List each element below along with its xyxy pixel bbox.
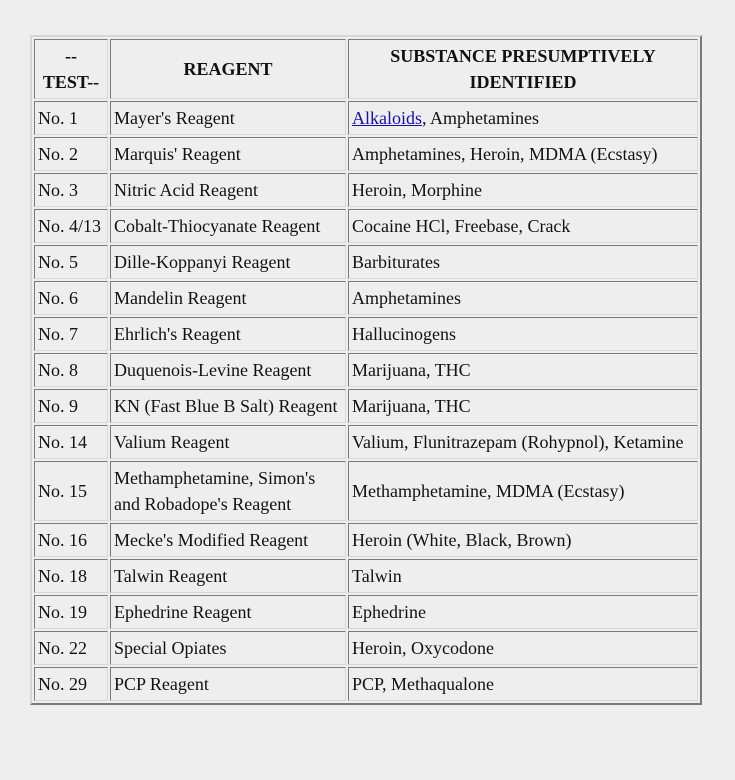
table-row xyxy=(34,595,698,629)
table-row xyxy=(34,209,698,243)
table-row xyxy=(34,281,698,315)
test-cell: No. 22 xyxy=(34,631,108,665)
table-row xyxy=(34,137,698,171)
test-cell: No. 15 xyxy=(34,461,108,521)
reagent-cell: Mayer's Reagent xyxy=(110,101,346,135)
test-cell: No. 2 xyxy=(34,137,108,171)
header-test: -- TEST-- xyxy=(34,39,108,99)
test-cell: No. 5 xyxy=(34,245,108,279)
reagent-cell: Valium Reagent xyxy=(110,425,346,459)
substance-cell xyxy=(348,101,698,135)
test-cell: No. 8 xyxy=(34,353,108,387)
table-row xyxy=(34,317,698,351)
substance-cell: Heroin (White, Black, Brown) xyxy=(348,523,698,557)
header-reagent: REAGENT xyxy=(110,39,346,99)
reagent-cell: PCP Reagent xyxy=(110,667,346,701)
substance-cell: Hallucinogens xyxy=(348,317,698,351)
header-substance: SUBSTANCE PRESUMPTIVELY IDENTIFIED xyxy=(348,39,698,99)
test-cell: No. 18 xyxy=(34,559,108,593)
test-cell: No. 3 xyxy=(34,173,108,207)
substance-cell: Ephedrine xyxy=(348,595,698,629)
substance-cell: Talwin xyxy=(348,559,698,593)
test-cell: No. 14 xyxy=(34,425,108,459)
test-cell: No. 19 xyxy=(34,595,108,629)
substance-cell: Barbiturates xyxy=(348,245,698,279)
table-row xyxy=(34,631,698,665)
reagent-cell: Duquenois-Levine Reagent xyxy=(110,353,346,387)
table-row xyxy=(34,353,698,387)
substance-text: , Amphetamines xyxy=(422,108,539,128)
table-row xyxy=(34,245,698,279)
substance-cell: Cocaine HCl, Freebase, Crack xyxy=(348,209,698,243)
test-cell: No. 1 xyxy=(34,101,108,135)
header-row xyxy=(34,39,698,99)
table-row xyxy=(34,101,698,135)
substance-cell: Amphetamines, Heroin, MDMA (Ecstasy) xyxy=(348,137,698,171)
substance-cell: Methamphetamine, MDMA (Ecstasy) xyxy=(348,461,698,521)
test-cell: No. 6 xyxy=(34,281,108,315)
reagent-cell: Mecke's Modified Reagent xyxy=(110,523,346,557)
reagent-table xyxy=(30,35,702,705)
table-row xyxy=(34,425,698,459)
substance-cell: Heroin, Morphine xyxy=(348,173,698,207)
reagent-cell: Nitric Acid Reagent xyxy=(110,173,346,207)
reagent-cell: Ephedrine Reagent xyxy=(110,595,346,629)
test-cell: No. 29 xyxy=(34,667,108,701)
table-row xyxy=(34,523,698,557)
test-cell: No. 9 xyxy=(34,389,108,423)
reagent-cell: Dille-Koppanyi Reagent xyxy=(110,245,346,279)
table-row xyxy=(34,173,698,207)
substance-cell: Heroin, Oxycodone xyxy=(348,631,698,665)
table-row xyxy=(34,559,698,593)
alkaloids-link[interactable]: Alkaloids xyxy=(352,108,422,128)
reagent-cell: Mandelin Reagent xyxy=(110,281,346,315)
test-cell: No. 7 xyxy=(34,317,108,351)
reagent-table-container xyxy=(30,35,702,705)
table-row xyxy=(34,667,698,701)
table-row xyxy=(34,389,698,423)
reagent-cell: Cobalt-Thiocyanate Reagent xyxy=(110,209,346,243)
substance-cell: Valium, Flunitrazepam (Rohypnol), Ketamine xyxy=(348,425,698,459)
reagent-cell: Special Opiates xyxy=(110,631,346,665)
substance-cell: Amphetamines xyxy=(348,281,698,315)
substance-cell: Marijuana, THC xyxy=(348,389,698,423)
test-cell: No. 4/13 xyxy=(34,209,108,243)
substance-cell: PCP, Methaqualone xyxy=(348,667,698,701)
substance-cell: Marijuana, THC xyxy=(348,353,698,387)
reagent-cell: KN (Fast Blue B Salt) Reagent xyxy=(110,389,346,423)
reagent-cell: Marquis' Reagent xyxy=(110,137,346,171)
table-row xyxy=(34,461,698,521)
reagent-cell: Talwin Reagent xyxy=(110,559,346,593)
test-cell: No. 16 xyxy=(34,523,108,557)
reagent-cell: Methamphetamine, Simon's and Robadope's Reagent xyxy=(110,461,346,521)
reagent-cell: Ehrlich's Reagent xyxy=(110,317,346,351)
